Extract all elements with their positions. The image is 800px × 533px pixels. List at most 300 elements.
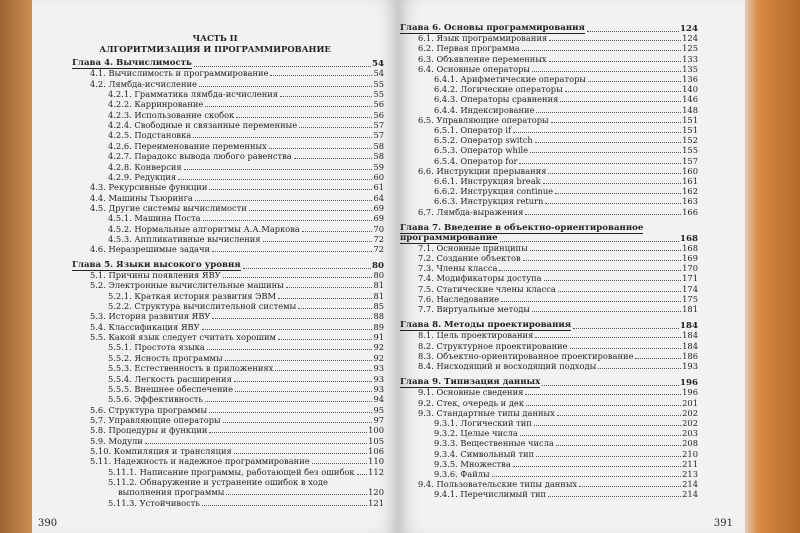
toc-entry-page: 157 — [682, 155, 698, 166]
toc-entry — [108, 498, 384, 508]
toc-entry-title: 6.4.4. Индексирование — [434, 104, 535, 115]
toc-entry-title: 6.5.2. Оператор switch — [434, 135, 533, 146]
toc-entry — [118, 487, 384, 497]
toc-chapter — [72, 260, 384, 271]
toc-entry-title: 4.2.2. Карринрование — [108, 99, 204, 110]
toc-leader-dots — [532, 311, 681, 312]
toc-entry-page: 80 — [372, 260, 384, 271]
toc-entry — [90, 415, 384, 425]
toc-leader-dots — [520, 435, 681, 436]
toc-entry-page: 136 — [682, 74, 698, 84]
toc-entry-title: 5.5. Какой язык следует считать хорошим — [90, 332, 276, 343]
toc-leader-dots — [209, 432, 367, 433]
toc-entry-title: 7.3. Члены класса — [418, 263, 498, 274]
toc-entry — [434, 459, 698, 469]
toc-entry-title: 6.4.2. Логические операторы — [434, 84, 563, 95]
toc-entry-page: 140 — [682, 84, 698, 95]
toc-entry-page: 56 — [373, 109, 384, 120]
toc-entry-page: 80 — [373, 270, 384, 280]
toc-entry — [418, 361, 698, 371]
toc-entry — [90, 456, 384, 466]
toc-entry-page: 151 — [682, 125, 698, 135]
toc-leader-dots — [226, 494, 367, 495]
toc-entry — [90, 79, 384, 89]
toc-entry-page: 135 — [682, 63, 698, 74]
toc-entry-page: 171 — [682, 273, 698, 284]
toc-entry-title: 9.4. Пользовательские типы данных — [418, 479, 578, 490]
toc-entry-title: 5.11.3. Устойчивость — [108, 497, 200, 508]
toc-leader-dots — [570, 348, 682, 349]
toc-entry-title: 5.2.2. Структура вычислительной системы — [108, 301, 297, 312]
toc-entry — [434, 186, 698, 196]
toc-entry — [90, 68, 384, 78]
toc-entry-title: 7.4. Модификаторы доступа — [418, 273, 542, 284]
toc-leader-dots — [501, 301, 681, 302]
toc-entry-page: 202 — [682, 418, 698, 428]
toc-leader-dots — [579, 486, 681, 487]
toc-leader-dots — [536, 112, 681, 113]
toc-entry — [434, 135, 698, 145]
toc-entry-page: 105 — [368, 435, 384, 446]
toc-entry — [108, 384, 384, 394]
toc-entry — [108, 363, 384, 373]
toc-leader-dots — [598, 368, 681, 369]
toc-entry-title: 5.7. Управляющие операторы — [90, 414, 221, 425]
toc-entry — [418, 304, 698, 314]
toc-entry-page: 93 — [373, 373, 384, 384]
toc-entry-title: 9.2. Стек, очередь и дек — [418, 397, 525, 408]
toc-entry — [90, 332, 384, 342]
toc-entry-page: 69 — [373, 202, 384, 213]
toc-entry — [418, 341, 698, 351]
toc-entry-page: 54 — [372, 59, 384, 69]
toc-leader-dots — [195, 200, 373, 201]
toc-entry-page: 181 — [682, 304, 698, 314]
toc-entry — [108, 99, 384, 109]
toc-chapter — [72, 58, 384, 69]
toc-entry-title: 4.2.9. Редукция — [108, 171, 177, 182]
toc-entry-title: 5.5.2. Ясность программы — [108, 352, 223, 363]
toc-entry-title: 9.3.3. Вещественные числа — [434, 438, 554, 449]
toc-entry-page: 58 — [373, 140, 384, 151]
toc-leader-dots — [286, 287, 373, 288]
toc-entry-title: 6.6.2. Инструкция continue — [434, 186, 554, 197]
toc-leader-dots — [542, 385, 679, 386]
toc-leader-dots — [203, 220, 373, 221]
toc-entry-page: 72 — [373, 233, 384, 244]
toc-entry-title: 6.2. Первая программа — [418, 43, 520, 54]
toc-entry-page: 60 — [373, 171, 384, 182]
toc-leader-dots — [312, 463, 368, 464]
toc-entry-page: 152 — [682, 135, 698, 146]
toc-entry-title: 9.3.1. Логический тип — [434, 418, 532, 428]
toc-entry-title: 4.5.3. Аппликативные вычисления — [108, 233, 261, 244]
toc-entry-title: 5.4. Классификация ЯВУ — [90, 321, 200, 332]
toc-leader-dots — [236, 117, 372, 118]
toc-entry-page: 124 — [682, 33, 698, 44]
toc-entry — [108, 213, 384, 223]
toc-entry-page: 89 — [373, 321, 384, 332]
toc-leader-dots — [298, 308, 372, 309]
toc-entry-page: 55 — [373, 89, 384, 100]
toc-leader-dots — [549, 40, 681, 41]
toc-entry-title: 6.4.1. Арифметические операторы — [434, 74, 586, 84]
toc-leader-dots — [302, 231, 373, 232]
toc-entry — [90, 405, 384, 415]
toc-entry-title: 5.2. Электронные вычислительные машины — [90, 280, 284, 291]
toc-entry-title: 9.3.5. Множества — [434, 458, 511, 469]
toc-entry-page: 210 — [682, 448, 698, 459]
toc-leader-dots — [635, 358, 681, 359]
toc-leader-dots — [545, 203, 681, 204]
toc-entry-title: Глава 6. Основы программирования — [400, 23, 585, 33]
toc-entry — [108, 234, 384, 244]
toc-entry — [90, 280, 384, 290]
toc-entry — [108, 130, 384, 140]
toc-entry-page: 214 — [682, 489, 698, 500]
toc-entry-page: 162 — [682, 186, 698, 197]
toc-entry-page: 64 — [373, 192, 384, 203]
toc-entry-title: 5.5.3. Естественность в приложениях — [108, 363, 274, 374]
toc-entry-title: 6.6. Инструкции прерывания — [418, 165, 547, 176]
toc-entry — [434, 156, 698, 166]
toc-entry-page: 57 — [373, 120, 384, 131]
toc-entry-title: 4.2.4. Свободные и связанные переменные — [108, 120, 298, 131]
toc-entry-title: 9.3.6. Файлы — [434, 469, 490, 479]
toc-leader-dots — [145, 443, 367, 444]
toc-entry-page: 59 — [373, 161, 384, 172]
toc-entry-page: 161 — [682, 176, 698, 186]
right-page — [398, 0, 745, 533]
toc-leader-dots — [565, 91, 681, 92]
toc-entry-title: 6.6.3. Инструкция return — [434, 196, 544, 207]
toc-entry-title: 5.5.5. Внешнее обеспечение — [108, 383, 233, 394]
toc-entry — [90, 311, 384, 321]
toc-entry-title: 4.3. Рекурсивные функции — [90, 182, 208, 193]
toc-leader-dots — [207, 349, 373, 350]
toc-entry-title: 4.2.3. Использование скобок — [108, 109, 235, 120]
toc-entry-page: 170 — [682, 263, 698, 274]
toc-entry-title: 5.3. История развития ЯВУ — [90, 311, 211, 322]
toc-leader-dots — [549, 61, 682, 62]
part-title: АЛГОРИТМИЗАЦИЯ И ПРОГРАММИРОВАНИЕ — [99, 44, 331, 54]
toc-entry-title: 5.8. Процедуры и функции — [90, 425, 208, 436]
toc-entry-page: 184 — [682, 330, 698, 341]
toc-entry — [418, 64, 698, 74]
toc-entry-page: 169 — [682, 253, 698, 263]
toc-leader-dots — [178, 179, 372, 180]
toc-leader-dots — [526, 405, 681, 406]
toc-entry-page: 70 — [373, 223, 384, 234]
toc-entry-title: 6.5.1. Оператор if — [434, 125, 512, 135]
toc-entry-page: 81 — [373, 290, 384, 301]
toc-entry-title: 9.3. Стандартные типы данных — [418, 407, 555, 418]
toc-leader-dots — [513, 466, 681, 467]
toc-entry-page: 196 — [682, 387, 698, 398]
toc-entry-title: 5.11.1. Написание программы, работающей без ошибок — [108, 466, 355, 477]
toc-leader-dots — [523, 260, 682, 261]
toc-leader-dots — [234, 381, 373, 382]
toc-entry-page: 184 — [682, 340, 698, 351]
toc-entry-page: 121 — [368, 497, 384, 508]
toc-entry-page: 133 — [682, 53, 698, 64]
toc-entry-page: 175 — [682, 293, 698, 304]
toc-leader-dots — [492, 476, 682, 477]
toc-entry-page: 213 — [682, 469, 698, 479]
toc-entry-page: 110 — [368, 456, 384, 467]
toc-entry-title: выполнения программы — [118, 487, 225, 498]
toc-entry-page: 56 — [373, 99, 384, 110]
toc-entry-page: 155 — [682, 145, 698, 156]
toc-leader-dots — [532, 71, 681, 72]
toc-entry — [90, 425, 384, 435]
toc-entry — [434, 418, 698, 428]
toc-entry — [418, 207, 698, 217]
toc-entry-title: 7.2. Создание объектов — [418, 253, 521, 263]
toc-entry — [90, 436, 384, 446]
toc-entry-page: 146 — [682, 94, 698, 105]
toc-entry-page: 125 — [682, 43, 698, 54]
toc-entry-page: 214 — [682, 479, 698, 490]
toc-leader-dots — [270, 75, 372, 76]
toc-leader-dots — [280, 96, 372, 97]
toc-entry-title: 6.4. Основные операторы — [418, 63, 530, 74]
toc-entry-page: 201 — [682, 397, 698, 408]
toc-leader-dots — [551, 122, 682, 123]
toc-leader-dots — [294, 158, 373, 159]
toc-entry — [90, 244, 384, 254]
toc-entry-title: 4.2.1. Грамматика лямбда-исчисления — [108, 89, 279, 100]
toc-leader-dots — [275, 370, 372, 371]
toc-entry-page: 58 — [373, 151, 384, 162]
toc-leader-dots — [269, 148, 373, 149]
toc-entry-page: 163 — [682, 196, 698, 207]
toc-entry-title: 5.6. Структура программы — [90, 404, 208, 415]
toc-leader-dots — [202, 329, 373, 330]
toc-leader-dots — [525, 394, 681, 395]
toc-entry-title: 8.3. Объектно-ориентированное проектирование — [418, 350, 634, 361]
toc-leader-dots — [225, 360, 373, 361]
toc-entry — [418, 351, 698, 361]
toc-entry — [418, 166, 698, 176]
toc-leader-dots — [193, 137, 372, 138]
toc-entry-title: 8.2. Структурное проектирование — [418, 340, 568, 351]
toc-entry-title: 7.1. Основные принципы — [418, 242, 528, 253]
page-number-left: 390 — [38, 518, 58, 529]
toc-leader-dots — [205, 401, 373, 402]
toc-entry-title: 5.2.1. Краткая история развития ЭВМ — [108, 290, 277, 301]
toc-entry-title: 4.4. Машины Тьюринга — [90, 192, 193, 203]
toc-entry-page: 72 — [373, 244, 384, 255]
toc-entry — [108, 162, 384, 172]
toc-leader-dots — [530, 250, 681, 251]
toc-entry — [434, 145, 698, 155]
toc-entry — [434, 449, 698, 459]
toc-leader-dots — [560, 101, 681, 102]
toc-entry-page: 94 — [373, 394, 384, 405]
toc-entry-page: 100 — [368, 425, 384, 436]
toc-entry-title: 6.5.4. Оператор for — [434, 155, 518, 166]
toc-entry — [108, 374, 384, 384]
toc-leader-dots — [199, 86, 373, 87]
toc-entry-page: 174 — [682, 283, 698, 294]
toc-entry — [418, 284, 698, 294]
toc-entry-page: 85 — [373, 301, 384, 312]
toc-leader-dots — [212, 251, 372, 252]
toc-entry — [418, 408, 698, 418]
toc-entry-page: 168 — [680, 233, 698, 244]
toc-entry-title: 7.7. Виртуальные методы — [418, 304, 530, 314]
toc-entry-title: 6.5.3. Оператор while — [434, 145, 529, 156]
toc-leader-dots — [588, 81, 681, 82]
toc-entry-page: 208 — [682, 438, 698, 449]
toc-entry-title: 4.2.7. Парадокс вывода любого равенства — [108, 151, 292, 162]
toc-entry — [90, 270, 384, 280]
toc-entry-title: Глава 9. Типизация данных — [400, 377, 541, 388]
toc-entry — [90, 182, 384, 192]
toc-entry — [434, 94, 698, 104]
toc-entry — [434, 428, 698, 438]
toc-entry — [418, 263, 698, 273]
toc-entry — [108, 394, 384, 404]
toc-leader-dots — [209, 412, 372, 413]
toc-entry — [418, 273, 698, 283]
toc-leader-dots — [535, 337, 681, 338]
toc-entry — [90, 203, 384, 213]
toc-entry-page: 120 — [368, 487, 384, 498]
toc-entry-title: программирование — [400, 232, 498, 243]
toc-leader-dots — [194, 66, 371, 67]
toc-entry — [418, 43, 698, 53]
toc-entry-page: 168 — [682, 242, 698, 253]
toc-entry-page: 92 — [373, 352, 384, 363]
toc-entry — [108, 301, 384, 311]
toc-entry-page: 193 — [682, 361, 698, 371]
toc-entry-page: 148 — [682, 104, 698, 115]
toc-entry — [108, 110, 384, 120]
toc-leader-dots — [556, 445, 681, 446]
toc-entry-title: Глава 4. Вычислимость — [72, 58, 192, 68]
toc-leader-dots — [535, 142, 681, 143]
toc-entry-page: 91 — [373, 332, 384, 343]
toc-entry-page: 93 — [373, 383, 384, 394]
toc-entry-title: Глава 5. Языки высокого уровня — [72, 259, 241, 270]
toc-entry — [434, 125, 698, 135]
toc-entry-page: 97 — [373, 414, 384, 425]
toc-entry — [108, 291, 384, 301]
toc-leader-dots — [555, 193, 681, 194]
toc-leader-dots — [534, 425, 681, 426]
toc-entry — [434, 176, 698, 186]
toc-leader-dots — [548, 173, 681, 174]
toc-entry-title: 6.3. Объявление переменных — [418, 53, 547, 64]
toc-leader-dots — [499, 270, 681, 271]
toc-entry-page: 93 — [373, 363, 384, 374]
toc-entry-title: 9.3.4. Символьный тип — [434, 448, 535, 459]
toc-entry — [434, 74, 698, 84]
toc-entry-page: 95 — [373, 404, 384, 415]
toc-entry — [434, 84, 698, 94]
toc-entry-page: 203 — [682, 428, 698, 439]
toc-entry-page: 184 — [680, 321, 698, 332]
toc-entry — [434, 105, 698, 115]
toc-leader-dots — [205, 106, 372, 107]
toc-entry — [434, 438, 698, 448]
toc-entry — [418, 33, 698, 43]
toc-entry-page: 54 — [373, 68, 384, 79]
left-page — [32, 0, 398, 533]
toc-entry — [108, 172, 384, 182]
toc-entry-page: 151 — [682, 114, 698, 125]
toc-leader-dots — [557, 415, 681, 416]
toc-leader-dots — [202, 505, 367, 506]
toc-entry — [418, 243, 698, 253]
toc-entry — [108, 467, 384, 477]
toc-leader-dots — [249, 210, 373, 211]
toc-entry — [108, 224, 384, 234]
toc-entry — [90, 322, 384, 332]
toc-entry-title: 7.6. Наследование — [418, 293, 500, 304]
toc-entry-page: 106 — [368, 445, 384, 456]
toc-entry-page: 160 — [682, 165, 698, 176]
toc-entry — [90, 193, 384, 203]
toc-entry-title: 6.1. Язык программирования — [418, 33, 548, 44]
toc-entry-title: 6.7. Лямбда-выражения — [418, 206, 524, 217]
toc-entry — [108, 342, 384, 352]
toc-entry-title: 6.6.1. Инструкция break — [434, 176, 541, 186]
toc-entry — [108, 151, 384, 161]
toc-entry — [418, 294, 698, 304]
toc-entry-title: 9.4.1. Перечислимый тип — [434, 489, 547, 500]
toc-entry — [434, 196, 698, 206]
toc-entry — [418, 479, 698, 489]
toc-entry-title: 4.6. Неразрешимые задачи — [90, 244, 211, 255]
toc-entry — [90, 446, 384, 456]
page-number-right: 391 — [713, 518, 733, 529]
toc-entry-title: 4.5. Другие системы вычислимости — [90, 202, 247, 213]
toc-entry — [108, 477, 384, 487]
toc-leader-dots — [278, 339, 372, 340]
toc-entry-title: 7.5. Статические члены класса — [418, 283, 556, 294]
toc-leader-dots — [223, 277, 373, 278]
part-label: ЧАСТЬ II — [192, 33, 238, 43]
toc-entry-page: 81 — [373, 280, 384, 291]
toc-leader-dots — [536, 456, 681, 457]
toc-entry-title: 5.11. Надежность и надежное программирование — [90, 456, 310, 467]
toc-entry-title: Глава 7. Введение в объектно-ориентированное — [400, 222, 644, 233]
toc-entry-title: 5.5.4. Легкость расширения — [108, 373, 232, 384]
toc-entry — [108, 89, 384, 99]
toc-entry-title: 4.5.1. Машина Поста — [108, 213, 201, 224]
toc-leader-dots — [558, 291, 681, 292]
toc-entry — [418, 387, 698, 397]
toc-entry-page: 55 — [373, 78, 384, 89]
toc-leader-dots — [500, 241, 679, 242]
toc-leader-dots — [548, 496, 681, 497]
toc-entry-title: 5.9. Модули — [90, 435, 143, 446]
toc-entry-page: 166 — [682, 206, 698, 217]
toc-leader-dots — [587, 31, 679, 32]
toc-entry-title: 8.4. Нисходящий и восходящий подходы — [418, 361, 597, 371]
toc-entry — [108, 120, 384, 130]
toc-entry-title: 6.5. Управляющие операторы — [418, 114, 549, 125]
toc-leader-dots — [530, 152, 681, 153]
toc-leader-dots — [235, 391, 372, 392]
toc-entry-page: 211 — [682, 458, 698, 469]
toc-entry — [418, 54, 698, 64]
toc-leader-dots — [525, 214, 681, 215]
toc-entry-page: 186 — [682, 350, 698, 361]
